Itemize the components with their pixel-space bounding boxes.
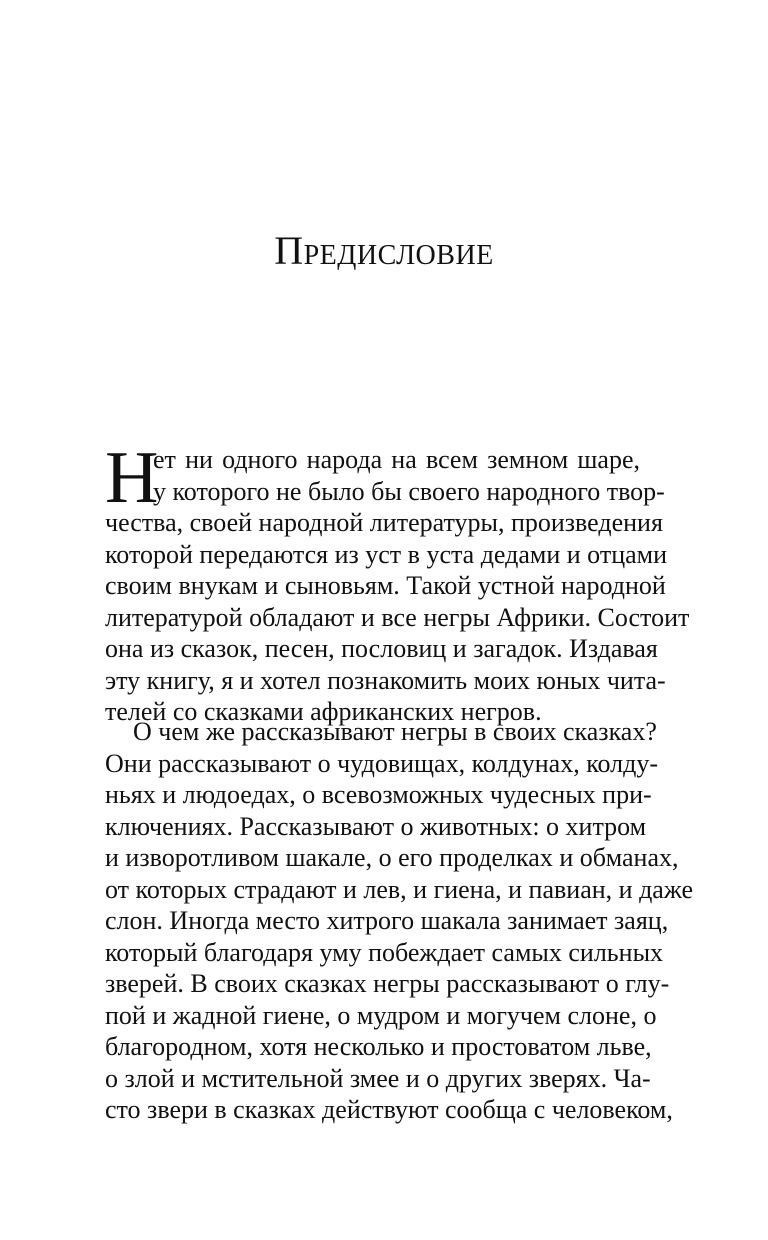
- text-line: ключениях. Рассказывают о животных: о хитром: [105, 811, 647, 841]
- text-line: Они рассказывают о чудовищах, колдунах, колду-: [105, 748, 659, 778]
- text-line: благородном, хотя несколько и простоватом льве,: [105, 1032, 652, 1061]
- text-line: и изворотливом шакале, о его проделках и обманах,: [105, 843, 679, 872]
- text-line: сто звери в сказках действуют сообща с человеком,: [105, 1095, 673, 1124]
- text-line: которой передаются из уст в уста дедами и отцами: [105, 539, 668, 569]
- paragraph-1: [105, 437, 690, 728]
- text-line: литературой обладают и все негры Африки. Состоит: [105, 602, 690, 632]
- text-line: эту книгу, я и хотел познакомить моих юных чита-: [105, 665, 666, 695]
- text-line: пой и жадной гиене, о мудром и могучем слоне, о: [105, 1000, 657, 1030]
- text-line: чества, своей народной литературы, произведения: [105, 508, 663, 537]
- text-line: от которых страдают и лев, и гиена, и павиан, и даже: [105, 874, 693, 904]
- text-line: слон. Иногда место хитрого шакала занимает заяц,: [105, 906, 669, 935]
- text-line: телей со сказками африканских негров.: [105, 697, 542, 726]
- text-line: который благодаря уму побеждает самых сильных: [105, 937, 664, 967]
- text-line: ет ни одного народа на всем земном шаре,: [153, 445, 640, 474]
- text-line: своим внукам и сыновьям. Такой устной народной: [105, 571, 666, 600]
- paragraph-2: [105, 716, 693, 1126]
- text-line: О чем же рассказывают негры в своих сказках?: [133, 717, 657, 746]
- text-line: ньях и людоедах, о всевозможных чудесных при-: [105, 780, 652, 809]
- text-line: о злой и мстительной змее и о других зверях. Ча-: [105, 1063, 651, 1093]
- drop-cap: Н: [105, 437, 159, 519]
- text-line: она из сказок, песен, пословиц и загадок. Издавая: [105, 634, 658, 663]
- text-line: у которого не было бы своего народного твор-: [153, 476, 665, 506]
- text-line: зверей. В своих сказках негры рассказывают о глу-: [105, 969, 670, 998]
- page-title: Предисловие: [274, 227, 494, 273]
